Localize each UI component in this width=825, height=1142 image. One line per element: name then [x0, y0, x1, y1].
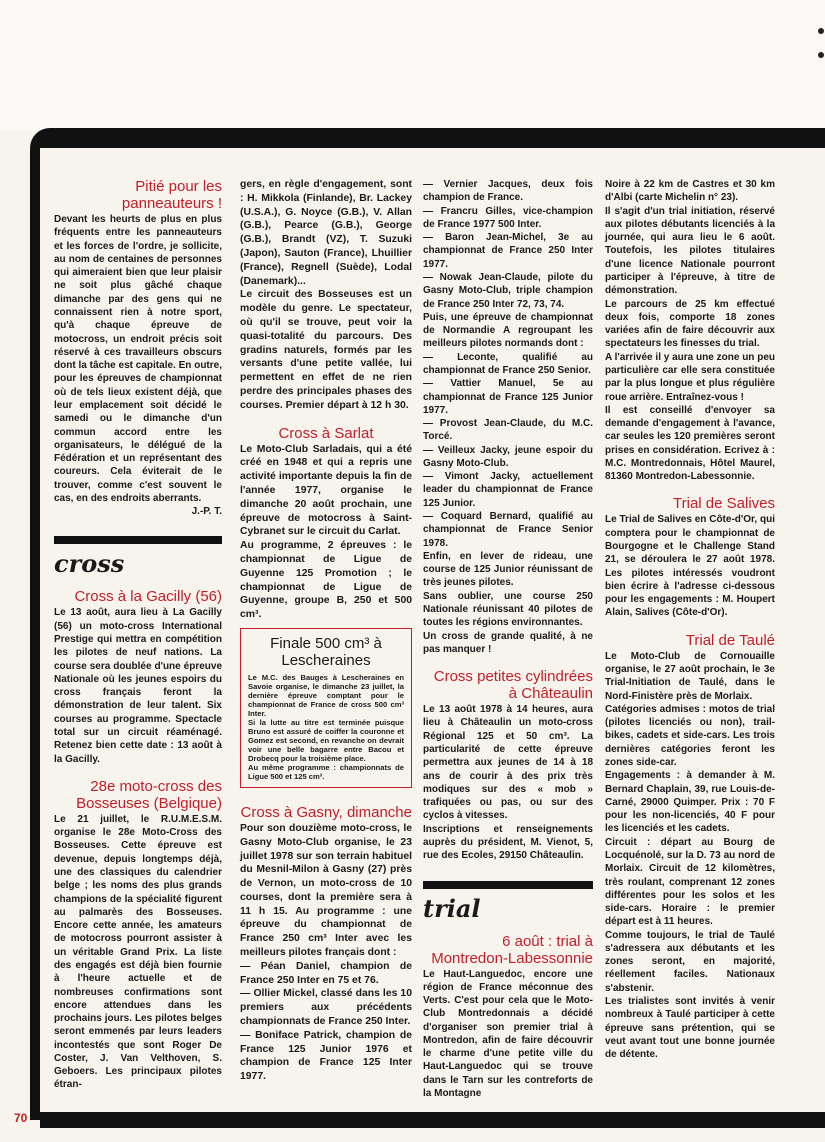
margin-dot: [818, 52, 824, 58]
frame-top-bar: [30, 128, 825, 148]
article-body-lescheraines: Le M.C. des Bauges à Lescheraines en Savoie organise, le dimanche 23 juillet, la dernière épreuve comptant pour le championnat de France de cross 500 cm³ Inter. Si la lutte au titre est terminée puisque Bruno est assuré de coiffer la couronne et Gomez est second, en revanche on devrait voir une belle bagarre entre Bacou et Drobecq pour la troisième place. Au même programme : championnats de Ligue 500 et 125 cm³.: [248, 672, 404, 781]
frame-left-bar: [30, 140, 40, 1120]
article-body-taule: Le Moto-Club de Cornouaille organise, le 27 août prochain, le 3e Trial-Initiation de Taulé, dans le Nord-Finistère près de Morlaix. Catégories admises : motos de trial (pilotes licenciés ou non), trail-bikes, cadets et side-cars. Les trois dernières catégories feront les zones side-car. Engagements : à demander à M. Bernard Chaplain, 39, rue Louis-de-Carné, 29000 Quimper. Prix : 70 F pour les non-licenciés, 40 F pour les licenciés et les cadets. Circuit : départ au Bourg de Locquénolé, sur la D. 73 au nord de Morlaix. Circuit de 12 kilomètres, très roulant, comprenant 12 zones différentes pour les solos et les side-cars. Horaire : le premier départ est à 11 heures. Comme toujours, le trial de Taulé s'adressera aux débutants et les zones seront, en majorité, réellement faciles. Nationaux s'abstenir. Les trialistes sont invités à venir nombreux à Taulé participer à cette épreuve sans prétention, qui se veut avant tout une bonne journée de détente.: [605, 650, 775, 1061]
section-title-cross: cross: [54, 549, 125, 579]
section-rule: [423, 881, 593, 889]
headline-montredon: 6 août : trial à Montredon-Labessonnie: [431, 932, 593, 967]
article-body-chateaulin: Le 13 août 1978 à 14 heures, aura lieu à Châteaulin un moto-cross Régional 125 et 50 cm³. La particularité de cette épreuve permettra aux jeunes de 14 à 18 ans de courir à des prix très modiques sur des « mob » trafiquées ou pas, ou sur des cyclos à vitesses. Inscriptions et renseignements auprès du président, M. Vienot, 5, rue des Ecoles, 29150 Châteaulin.: [423, 704, 593, 862]
section-rule: [54, 536, 222, 544]
headline-taule: Trial de Taulé: [685, 631, 775, 649]
article-body-montredon-cont: Noire à 22 km de Castres et 30 km d'Albi (carte Michelin n° 23). Il s'agit d'un trial initiation, réservé aux pilotes débutants licenciés à la journée, qui aura lieu le 6 août. Toutefois, les pilotes titulaires d'une licence Nationale pourront participer à l'épreuve, à titre de démonstration. Le parcours de 25 km effectué deux fois, comporte 18 zones variées afin de faire découvrir aux spectateurs les finesses du trial. A l'arrivée il y aura une zone un peu particulière car elle sera constituée par la plus longue et plus régulière roue arrière. Entraînez-vous ! Il est conseillé d'envoyer sa demande d'engagement à l'avance, car seules les 120 premières seront prises en considération. Ecrivez à : M.C. Montredonnais, Hôtel Maurel, 81360 Montredon-Labessonnie.: [605, 179, 775, 483]
section-title-trial: trial: [423, 893, 481, 923]
column-4: [605, 178, 775, 1061]
headline-chateaulin: Cross petites cylindrées à Châteaulin: [433, 668, 593, 703]
article-body-bosseuses: Le 21 juillet, le R.U.M.E.S.M. organise le 28e Moto-Cross des Bosseuses. Cette épreuve est devenue, depuis longtemps déjà, une des classiques du calendrier belge ; les noms des plus grands champions de la spécialité figurent au palmarès des Bosseuses. Encore cette année, les amateurs de motocross pourront assister à un véritable Grand Prix. La liste des engagés est déjà bien fournie à l'heure actuelle et de nombreuses confirmations sont encore attendues dans les prochains jours. Les pilotes belges seront emmenés par leurs leaders incontestés que sont Roger De Coster, J. Van Velthoven, S. Geboers. Les principaux pilotes étran-: [54, 813, 222, 1091]
headline-gacilly: Cross à la Gacilly (56): [74, 588, 222, 606]
boxed-article-lescheraines: [240, 628, 412, 788]
article-body-gasny-cont: — Vernier Jacques, deux fois champion de France. — Francru Gilles, vice-champion de France 1977 500 Inter. — Baron Jean-Michel, 3e au championnat de France 250 Inter 1977. — Nowak Jean-Claude, pilote du Gasny Moto-Club, triple champion de France 250 Inter 72, 73, 74. Puis, une épreuve de championnat de Normandie A regroupant les meilleurs pilotes normands dont : — Leconte, qualifié au championnat de France 250 Senior. — Vattier Manuel, 5e au championnat de France 125 Junior 1977. — Provost Jean-Claude, du M.C. Torcé. — Veilleux Jacky, jeune espoir du Gasny Moto-Club. — Vimont Jacky, actuellement leader du championnat de France 125 Junior. — Coquard Bernard, qualifié au championnat de France Senior 1978. Enfin, en lever de rideau, une course de 125 Junior réunissant de très jeunes pilotes. Sans oublier, une course 250 Nationale réunissant 40 pilotes de toutes les régions environnantes. Un cross de grande qualité, à ne pas manquer !: [423, 179, 593, 655]
top-margin: [0, 0, 825, 130]
article-body-salives: Le Trial de Salives en Côte-d'Or, qui comptera pour le championnat de Bourgogne et le Challenge Stand 21, se déroulera le 27 août 1978. Les pilotes intéressés voudront bien écrire à l'adresse ci-dessous pour les engagements : M. Houpert Alain, Salives (Côte-d'Or).: [605, 514, 775, 619]
headline-pitie: Pitié pour les panneauteurs !: [121, 178, 222, 212]
page-number: 70: [14, 1111, 28, 1125]
column-1: [54, 178, 222, 1092]
column-2: [240, 178, 412, 1084]
column-3: [423, 178, 593, 1100]
article-body-montredon: Le Haut-Languedoc, encore une région de France méconnue des Verts. C'est pour cela que le Moto-Club Montredonnais a décidé d'organiser son premier trial à Montredon, afin de faire découvrir le charme d'une petite ville du Haut-Languedoc qui se trouve dans le Tarn sur les contreforts de la Montagne: [423, 968, 593, 1100]
margin-dot: [818, 28, 824, 34]
article-body-sarlat: Le Moto-Club Sarladais, qui a été créé en 1948 et qui a repris une activité importante depuis la fin de l'année 1977, organise le dimanche 20 août prochain, une épreuve de motocross à Saint-Cybranet sur le circuit du Carlat. Au programme, 2 épreuves : le championnat de Ligue de Guyenne 125 Promotion ; le championnat de Ligue de Guyenne, groupe B, 250 et 500 cm³.: [240, 443, 412, 621]
article-body-pitie: Devant les heurts de plus en plus fréquents entre les panneauteurs et les forces de l'ordre, je sollicite, au nom de centaines de personnes qui aimeraient bien que leur plaisir ne soit plus gâché chaque dimanche par des gens qui ne connaissent rien à notre sport, qu'à chaque épreuve de motocross, un endroit précis soit réservé à ces travailleurs obscurs dont la tâche est capitale. En outre, pour les épreuves de championnat où de tels lieux existent déjà, que leur emplacement soit décidé le samedi ou le dimanche d'un commun accord entre les organisateurs, le délégué de la Fédération et un représentant des coureurs. Cela éviterait de le trouver, comme c'est souvent le cas, en des endroits aberrants.: [54, 214, 222, 504]
author-signature: J.-P. T.: [191, 506, 222, 518]
article-body-bosseuses-cont: gers, en règle d'engagement, sont : H. Mikkola (Finlande), Br. Lackey (U.S.A.), G. Noyce (G.B.), V. Allan (G.B.), Pearce (G.B.), George (G.B.), Brandt (VZ), T. Suzuki (Japon), Sauton (France), Lhuillier (France), Regnell (Suède), Lodal (Danemark)... Le circuit des Bosseuses est un modèle du genre. Le spectateur, où qu'il se trouve, peut voir la quasi-totalité du parcours. Des gradins naturels, formés par les versants d'une petite vallée, lui permettent en effet de ne rien perdre des principales phases des courses. Premier départ à 12 h 30.: [240, 179, 412, 411]
headline-gasny: Cross à Gasny, dimanche: [240, 803, 412, 821]
article-body-gasny: Pour son douzième moto-cross, le Gasny Moto-Club organise, le 23 juillet 1978 sur son terrain habituel du Mesnil-Milon à Gasny (27) près de Vernon, un moto-cross de 10 courses, dont la première sera à 11 h 15. Au programme : une épreuve du championnat de France 250 cm³ Inter avec les meilleurs pilotes français dont : — Péan Daniel, champion de France 250 Inter en 75 et 76. — Ollier Mickel, classé dans les 10 premiers aux précédents championnats de France 250 Inter. — Boniface Patrick, champion de France 125 Junior 1976 et champion de France 125 Inter 1977.: [240, 822, 412, 1083]
headline-salives: Trial de Salives: [673, 495, 775, 513]
article-body-gacilly: Le 13 août, aura lieu à La Gacilly (56) un moto-cross International Prestige qui mettra en compétition les pilotes de neuf nations. La course sera doublée d'une épreuve Nationale où les jeunes espoirs du cross français feront la démonstration de leur talent. Six courses au programme. Spectacle total sur un circuit réaménagé. Retenez bien cette date : 13 août à la Gacilly.: [54, 607, 222, 765]
frame-bottom-bar: [40, 1112, 825, 1128]
headline-sarlat: Cross à Sarlat: [278, 424, 374, 442]
headline-lescheraines: Finale 500 cm³ à Lescheraines: [270, 634, 382, 669]
headline-bosseuses: 28e moto-cross des Bosseuses (Belgique): [76, 777, 222, 812]
